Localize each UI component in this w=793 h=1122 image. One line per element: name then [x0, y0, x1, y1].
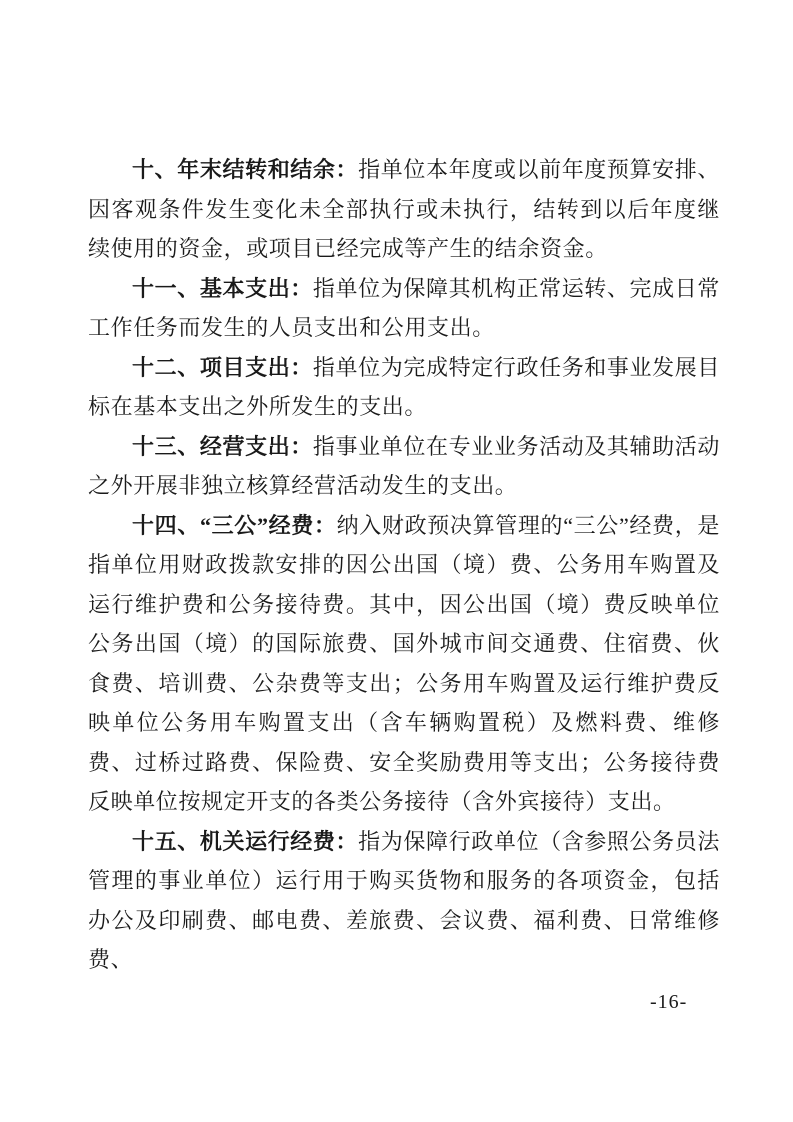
term-definition: 指事业单位在专业业务活动及其辅助活动之外开展非独立核算经营活动发生的支出。: [88, 433, 720, 498]
term-definition: 指单位本年度或以前年度预算安排、因客观条件发生变化未全部执行或未执行，结转到以后年度继续使用的资金，或项目已经完成等产生的结余资金。: [88, 157, 720, 261]
glossary-paragraph: [88, 150, 720, 269]
term-label: 十一、基本支出：: [132, 275, 313, 301]
term-label: 十四、“三公”经费：: [132, 512, 337, 538]
glossary-paragraph: [88, 427, 720, 506]
term-label: 十五、机关运行经费：: [132, 828, 359, 854]
term-label: 十二、项目支出：: [132, 354, 313, 380]
glossary-paragraph: [88, 269, 720, 348]
term-label: 十、年末结转和结余：: [132, 157, 359, 182]
term-definition: 指单位为保障其机构正常运转、完成日常工作任务而发生的人员支出和公用支出。: [88, 275, 720, 340]
term-definition: 指单位为完成特定行政任务和事业发展目标在基本支出之外所发生的支出。: [88, 354, 720, 419]
glossary-paragraph: [88, 348, 720, 427]
term-definition: 纳入财政预决算管理的“三公”经费，是指单位用财政拨款安排的因公出国（境）费、公务用车购置及运行维护费和公务接待费。其中，因公出国（境）费反映单位公务出国（境）的国际旅费、国外城市间交通费、住宿费、伙食费、培训费、公杂费等支出；公务用车购置及运行维护费反映单位公务用车购置支出（含车辆购置税）及燃料费、维修费、过桥过路费、保险费、安全奖励费用等支出；公务接待费反映单位按规定开支的各类公务接待（含外宾接待）支出。: [88, 512, 720, 814]
term-label: 十三、经营支出：: [132, 433, 313, 459]
glossary-paragraph: [88, 822, 720, 980]
glossary-text-block: [88, 150, 720, 980]
term-definition: 指为保障行政单位（含参照公务员法管理的事业单位）运行用于购买货物和服务的各项资金，包括办公及印刷费、邮电费、差旅费、会议费、福利费、日常维修费、: [88, 828, 720, 972]
glossary-paragraph: [88, 506, 720, 822]
page-number: -16-: [650, 991, 688, 1013]
